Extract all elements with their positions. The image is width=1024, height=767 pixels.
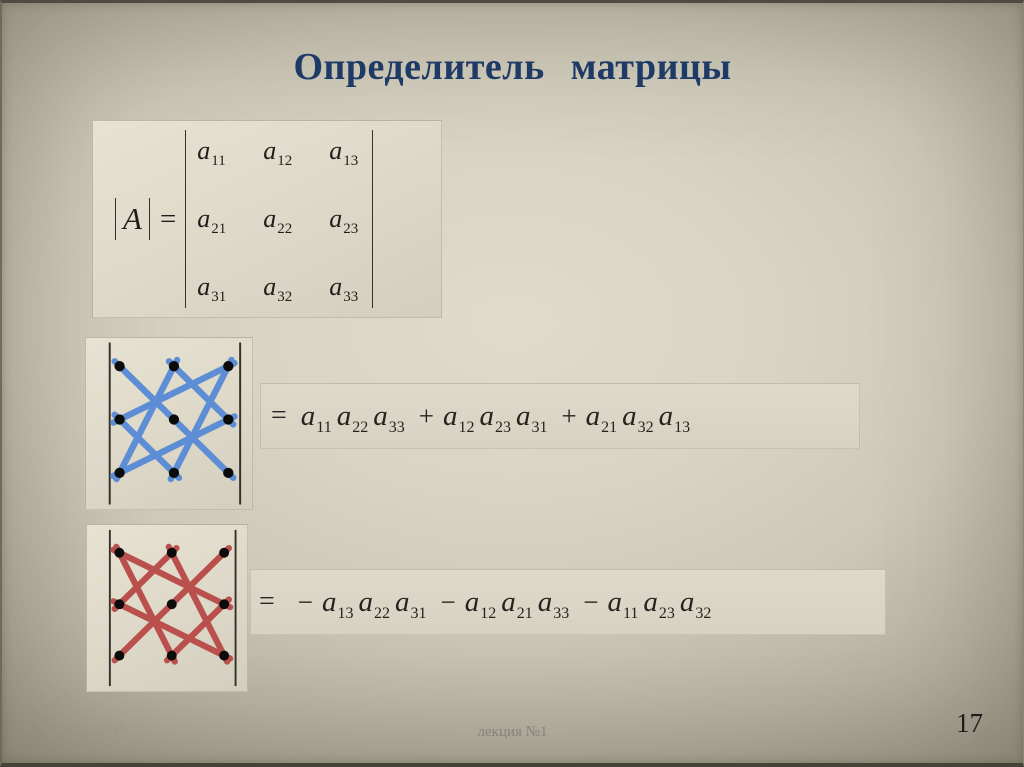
- matrix-entry: $a_{12}$: [263, 136, 293, 169]
- product-term: [607, 585, 717, 622]
- matrix-equals-sign: =: [159, 202, 177, 235]
- matrix-position-dot: [114, 548, 124, 558]
- matrix-entry: $a_{23}$: [329, 204, 359, 237]
- matrix-element-factor: $a_{32}$: [622, 399, 654, 436]
- matrix-element-factor: $a_{13}$: [322, 585, 354, 622]
- equals-sign: =: [271, 400, 287, 431]
- footer-lecture-label: лекция №1: [477, 724, 548, 740]
- matrix-element-factor: $a_{11}$: [607, 585, 639, 622]
- product-term: [585, 399, 696, 436]
- matrix-element-factor: $a_{13}$: [658, 399, 691, 436]
- matrix-position-dot: [169, 414, 179, 424]
- matrix-entry: $a_{11}$: [197, 136, 226, 169]
- matrix-entry: $a_{32}$: [263, 272, 293, 305]
- operator-sign: +: [561, 400, 577, 431]
- matrix-element-factor: $a_{11}$: [300, 399, 332, 436]
- matrix-position-dot: [169, 468, 179, 478]
- matrix-determinant-image: [92, 120, 442, 318]
- operator-sign: +: [418, 400, 434, 431]
- product-term: [442, 399, 553, 436]
- operator-sign: −: [440, 586, 456, 617]
- footer-date: 17.02.2015: [59, 723, 127, 739]
- matrix-entry: $a_{22}$: [263, 204, 293, 237]
- matrix-position-dot: [223, 414, 233, 424]
- negative-terms-formula: [250, 569, 886, 635]
- slide-title: Определитель матрицы: [293, 46, 732, 88]
- matrix-lhs-abs-A: A: [115, 198, 150, 240]
- matrix-position-dot: [114, 599, 124, 609]
- matrix-position-dot: [167, 599, 177, 609]
- matrix-position-dot: [219, 599, 229, 609]
- matrix-position-dot: [219, 651, 229, 661]
- matrix-element-factor: $a_{22}$: [358, 585, 391, 622]
- operator-sign: −: [297, 586, 314, 617]
- matrix-position-dot: [114, 468, 124, 478]
- operator-sign: −: [583, 586, 599, 617]
- matrix-3x3-grid: [185, 130, 373, 308]
- matrix-equation: [93, 130, 373, 308]
- matrix-element-factor: $a_{21}$: [585, 399, 618, 436]
- product-term: [322, 585, 432, 622]
- sarrus-negative-terms-diagram: [86, 524, 248, 692]
- equals-sign: =: [259, 586, 275, 617]
- matrix-element-factor: $a_{12}$: [442, 399, 475, 436]
- product-term: [464, 585, 575, 622]
- matrix-position-dot: [169, 361, 179, 371]
- matrix-entry: $a_{21}$: [197, 204, 227, 237]
- page-number: 17: [956, 708, 983, 738]
- matrix-element-factor: $a_{33}$: [537, 585, 570, 622]
- matrix-position-dot: [219, 548, 229, 558]
- sarrus-positive-terms-diagram: [85, 337, 253, 510]
- matrix-element-factor: $a_{21}$: [501, 585, 533, 622]
- matrix-position-dot: [167, 651, 177, 661]
- matrix-position-dot: [114, 651, 124, 661]
- matrix-entry: $a_{31}$: [197, 272, 227, 305]
- matrix-element-factor: $a_{22}$: [336, 399, 369, 436]
- matrix-position-dot: [223, 468, 233, 478]
- matrix-entry: $a_{13}$: [329, 136, 359, 169]
- matrix-element-factor: $a_{31}$: [515, 399, 548, 436]
- matrix-element-factor: $a_{23}$: [643, 585, 675, 622]
- matrix-position-dot: [223, 361, 233, 371]
- matrix-element-factor: $a_{33}$: [373, 399, 405, 436]
- matrix-position-dot: [167, 548, 177, 558]
- positive-terms-formula: [260, 383, 860, 449]
- product-term: [300, 399, 410, 436]
- matrix-position-dot: [114, 414, 124, 424]
- matrix-element-factor: $a_{32}$: [679, 585, 712, 622]
- matrix-element-factor: $a_{31}$: [395, 585, 427, 622]
- matrix-element-factor: $a_{23}$: [479, 399, 511, 436]
- matrix-position-dot: [114, 361, 124, 371]
- matrix-entry: $a_{33}$: [329, 272, 359, 305]
- matrix-element-factor: $a_{12}$: [464, 585, 497, 622]
